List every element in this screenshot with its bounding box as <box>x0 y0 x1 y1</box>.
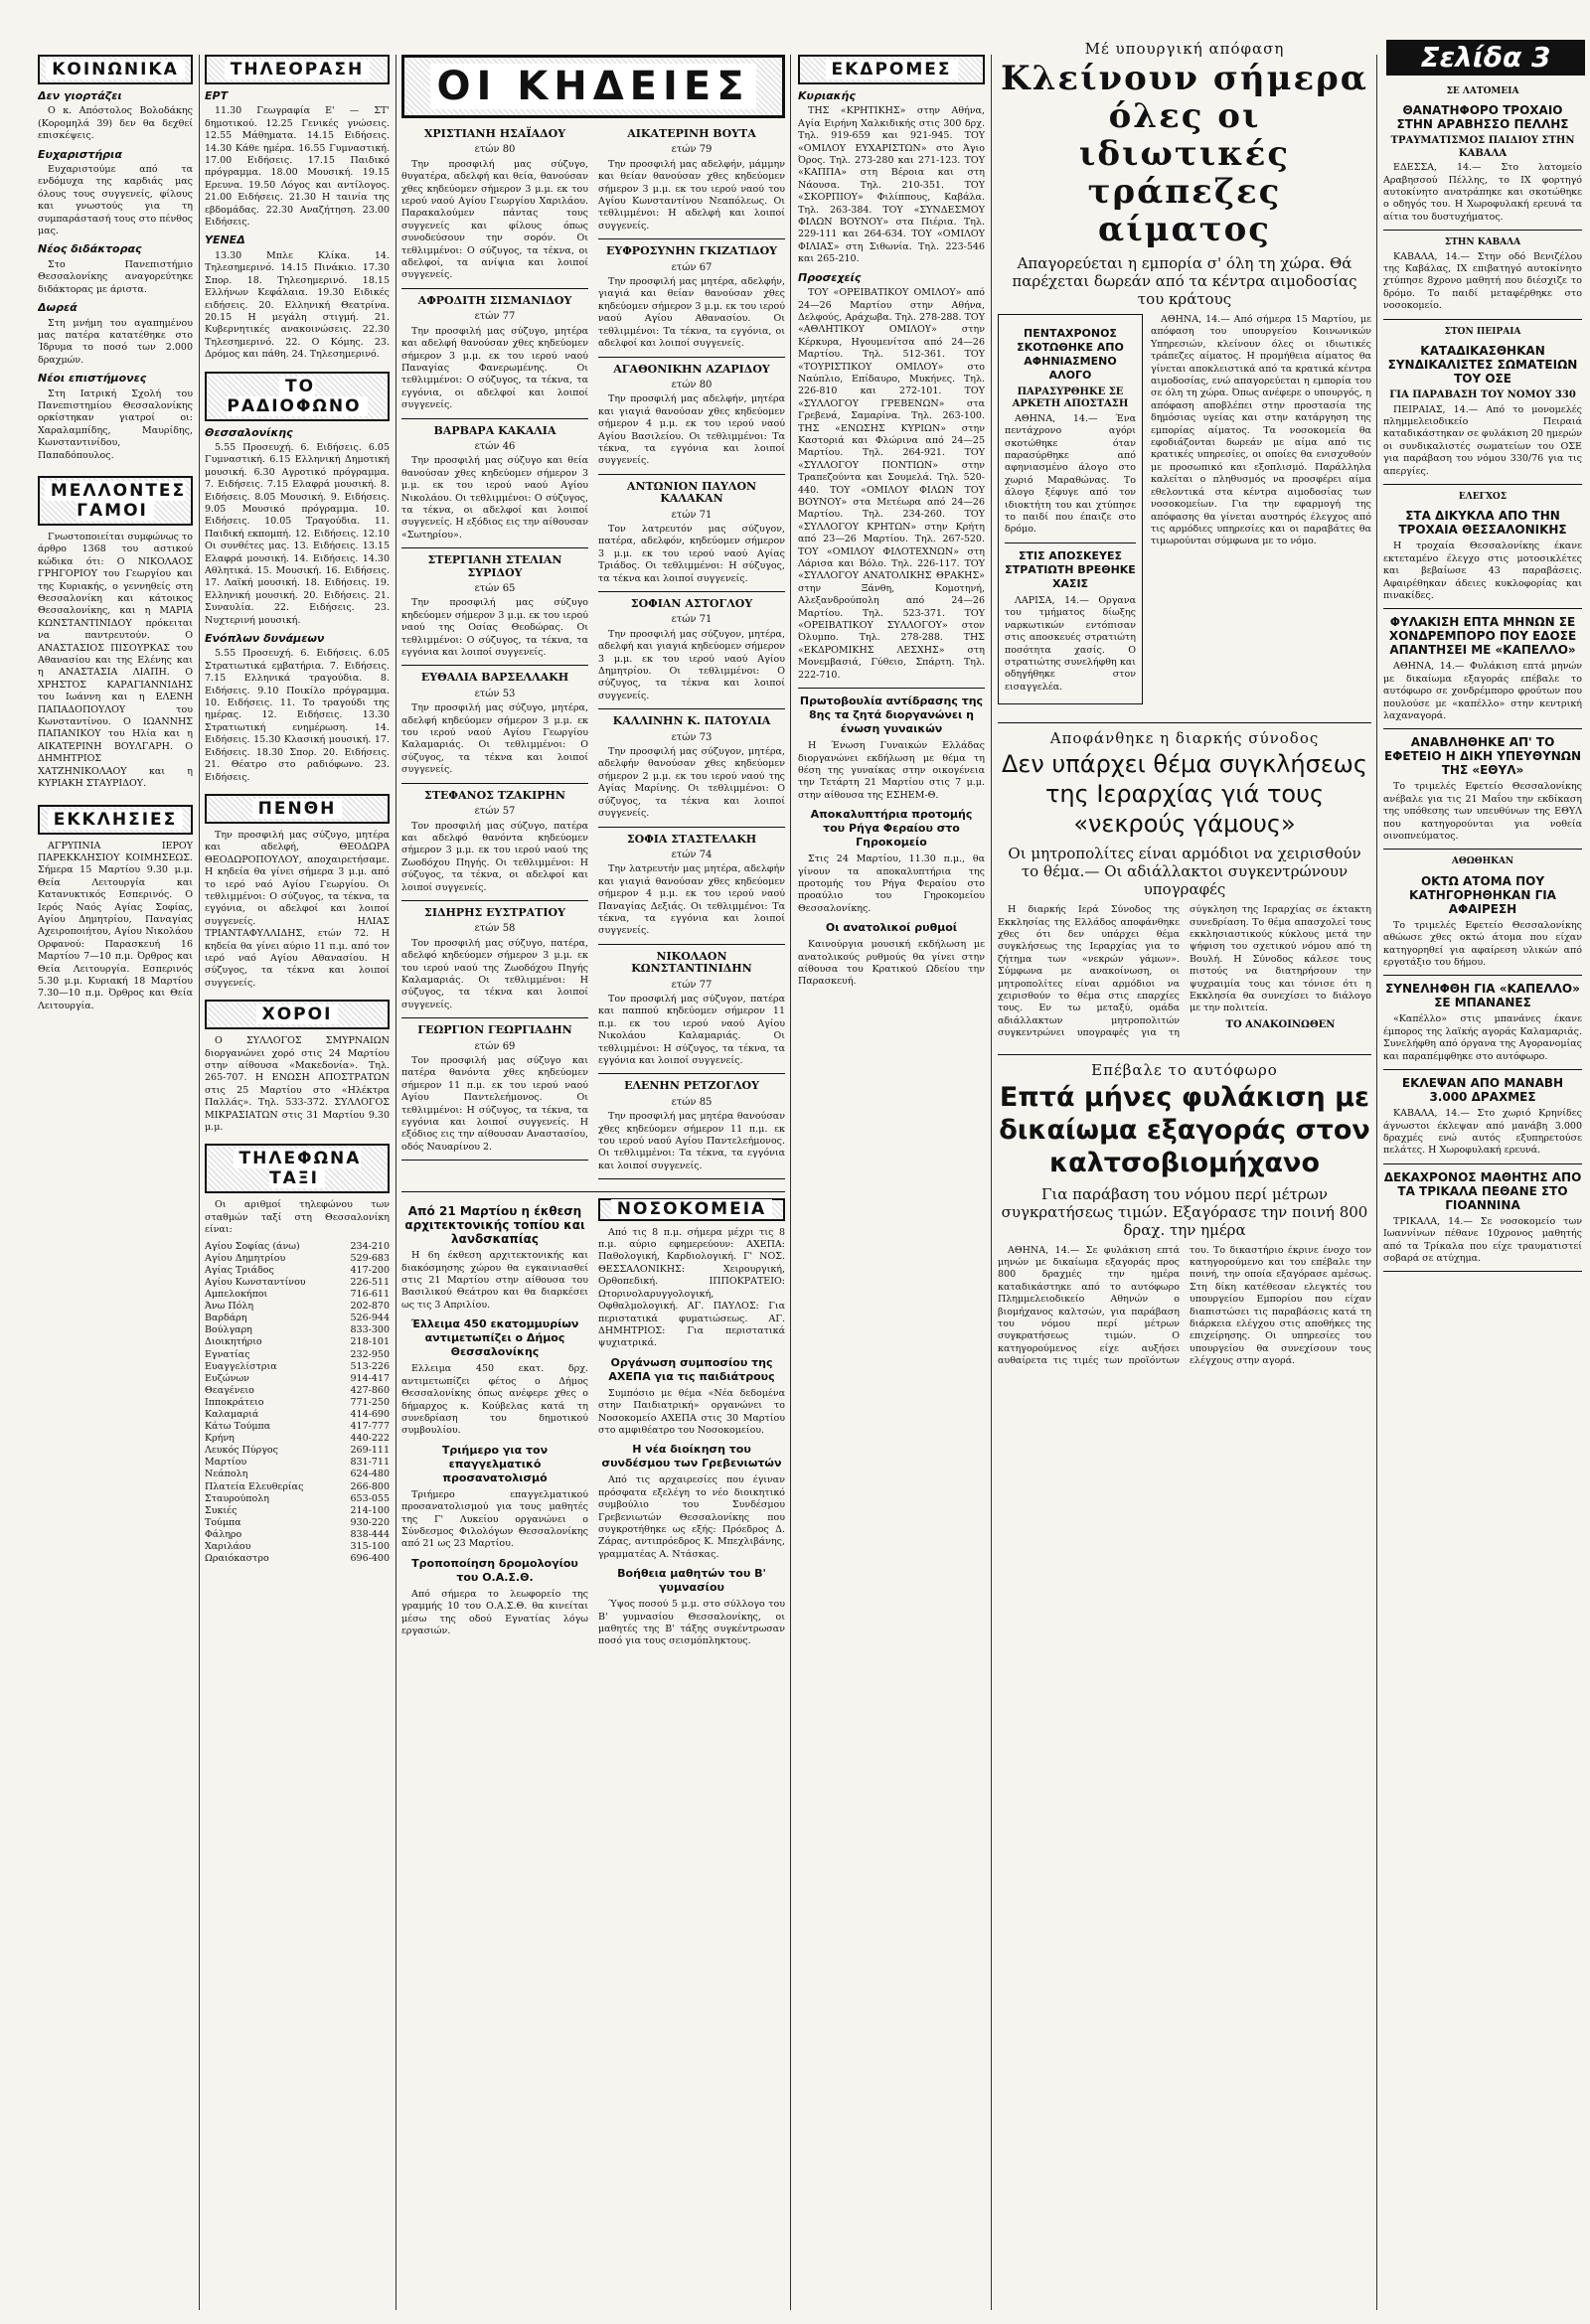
taxi-phone: 417-777 <box>350 1421 390 1433</box>
headline: Δεν υπάρχει θέμα συγκλήσεως της Ιεραρχίας γιά τους «νεκρούς γάμους» <box>1001 750 1367 839</box>
brief-title: ΣΥΝΕΛΗΦΘΗ ΓΙΑ «ΚΑΠΕΛΛΟ» ΣΕ ΜΠΑΝΑΝΕΣ <box>1385 982 1580 1010</box>
subhead: ΕΡΤ <box>205 89 229 102</box>
funeral-text: Την προσφιλή μας σύζυγο κηδεύομεν σήμερον 3 μ.μ. εκ του ιερού ναού της Οσίας Θεοδώρας. Οι τεθλιμμένοι: Ο σύζυγος, τα τέκνα, τα εγγόνια και λοιποί συγγενείς. <box>401 597 588 659</box>
taxi-station: Λευκός Πύργος <box>205 1445 278 1457</box>
taxi-row <box>205 1493 390 1505</box>
taxi-row <box>205 1421 390 1433</box>
funeral-text: Την προσφιλή μας μητέρα θανούσαν χθες κηδεύομεν σήμερον 11 π.μ. εκ του ιερού ναού Αγίου Παντελεήμονος. Οι τεθλιμμένοι: Τα τέκνα, τα εγγόνια και λοιποί συγγενείς. <box>598 1111 785 1171</box>
taxi-phone: 232-950 <box>350 1348 390 1360</box>
section-header-funerals: ΟΙ ΚΗΔΕΙΕΣ <box>401 55 785 118</box>
taxi-phone: 833-300 <box>350 1324 390 1336</box>
divider <box>401 418 588 419</box>
brief-title: ΕΚΛΕΨΑΝ ΑΠΟ ΜΑΝΑΒΗ 3.000 ΔΡΑΧΜΕΣ <box>1401 1076 1564 1105</box>
taxi-phone: 838-444 <box>350 1528 390 1540</box>
brief-title: ΔΕΚΑΧΡΟΝΟΣ ΜΑΘΗΤΗΣ ΑΠΟ ΤΑ ΤΡΙΚΑΛΑ ΠΕΘΑΝΕ ΣΤΟ ΓΙΟΑΝΝΙΝΑ <box>1383 1169 1582 1212</box>
paragraph: Ο κ. Απόστολος Βολοδάκης (Κορομηλά 39) δεν θα δεχθεί επισκέψεις. <box>38 105 193 142</box>
taxi-station: Ιπποκράτειο <box>205 1396 264 1408</box>
paragraph: Από τις αρχαιρεσίες που έγιναν πρόσφατα εξελέγη το νέο διοικητικό συμβούλιο του Συνδέσμου Γρεβενιωτών Θεσσαλονίκης που συγκροτήθηκε ως εξής: Πρόεδρος Δ. Ζάρας, αντιπρόεδρος Κ. Μπεχλιβάνης, γραμματέας Α. Ντάσκας. <box>598 1474 785 1560</box>
box-title: ΠΕΝΤΑΧΡΟΝΟΣ ΣΚΟΤΩΘΗΚΕ ΑΠΟ ΑΦΗΝΙΑΣΜΕΝΟ ΑΛΟΓΟ <box>1017 327 1124 382</box>
article-title: Τριήμερο για τον επαγγελματικό προσανατολισμό <box>441 1443 549 1484</box>
funeral-text: Την προσφιλή μας σύζυγο, μητέρα και αδελφή θανούσαν χθες κηδεύομεν σήμερον 3 μ.μ. εκ του ιερού ναού Παναγίας Φανερωμένης. Οι τεθλιμμένοι: Ο σύζυγος, τα τέκνα, τα εγγόνια, οι αδελφοί και λοιποί συγγενείς. <box>401 325 588 411</box>
funeral-notices-left <box>401 124 588 1185</box>
paragraph: Τριήμερο επαγγελματικού προσανατολισμού για τους μαθητές της Γ' Λυκείου οργανώνει ο Σύνδεσμος Φιλολόγων Θεσσαλονίκης από 21 ως 23 Μαρτίου. <box>401 1488 588 1550</box>
taxi-row <box>205 1397 390 1409</box>
brief-item <box>1383 982 1582 1070</box>
funeral-text: Την προσφιλή μας σύζυγο, θυγατέρα, αδελφή και θεία, θανούσαν χθες κηδεύομεν σήμερον 3 μ.μ. εκ του ιερού ναού Αγίου Γεωργίου Χαριλάου. Παρακαλούμεν πάντας τους συγγενείς και φίλους όπως συνοδεύσουν την σορόν. Οι τεθλιμμένοι: Ο σύζυγος, τα τέκνα, οι αδελφοί, τα ανίψια και λοιποί συγγενείς. <box>401 158 588 281</box>
paragraph: Από σήμερα το λεωφορείο της γραμμής 10 του Ο.Α.Σ.Θ. θα κινείται μέσω της οδού Εγνατίας λόγω εργασιών. <box>401 1588 588 1636</box>
taxi-station: Αγίου Σοφίας (άνω) <box>205 1240 300 1252</box>
section-header-taxi: ΤΗΛΕΦΩΝΑ ΤΑΞΙ <box>205 1144 390 1193</box>
paragraph: ΑΘΗΝΑ, 14.— Από σήμερα 15 Μαρτίου, με απόφαση του υπουργείου Κοινωνικών Υπηρεσιών, κλείνουν όλες οι ιδιωτικές τράπεζες αίματος. Η προμήθεια αίματος θα γίνεται αποκλειστικά από τα κρατικά κέντρα αιμοδοσίας, ενώ απαγορεύεται η εμπορία του σε όλη τη χώρα. Όπως ανέφερε ο υπουργός, η απόφαση αποβλέπει στην προστασία της δημόσιας υγείας και στην κατάργηση της εμπορίας αίματος. Τα νοσοκομεία θα εφοδιάζονται δωρεάν με αίμα από τις κρατικές υπηρεσίες, οι οποίες θα ενισχυθούν με προσωπικό και εξοπλισμό. Παράλληλα καλείται ο πληθυσμός να προσφέρει αίμα εθελοντικά στα κέντρα αιμοδοσίας των νοσοκομείων. Για την εφαρμογή της απόφασης θα γίνεται αυστηρός έλεγχος από τις αρμόδιες υπηρεσίες και οι παραβάτες θα τιμωρούνται σύμφωνα με το νόμο. <box>1151 314 1371 547</box>
funeral-age: ετών 74 <box>671 849 713 860</box>
brief-item <box>1383 855 1582 976</box>
box-subtitle: ΠΑΡΑΣΥΡΘΗΚΕ ΣΕ ΑΡΚΕΤΗ ΑΠΟΣΤΑΣΗ <box>1012 387 1129 410</box>
article-title: Η νέα διοίκηση του συνδέσμου των Γρεβενιωτών <box>601 1443 782 1471</box>
taxi-phone: 771-250 <box>350 1396 390 1408</box>
funeral-age: ετών 69 <box>474 1040 516 1052</box>
taxi-station: Αγίας Τριάδος <box>205 1264 274 1276</box>
column-divider <box>396 55 397 2310</box>
paragraph: ΤΗΣ «ΚΡΗΤΙΚΗΣ» στην Αθήνα, Αγία Ειρήνη Χαλκιδικής στις 300 δρχ. Τηλ. 919-659 και 921-945. ΤΟΥ «ΟΜΙΛΟΥ ΕΥΧΑΡΙΣΤΩΝ» στο Άγιο Όρος. Τηλ. 273-280 και 271-123. ΤΟΥ «ΚΑΠΠΑ» στη Βέροια και στη Νάουσα. Τηλ. 210-351. ΤΟΥ «ΣΚΟΡΠΙΟΥ» Φιλίππους, Καβάλα. Τηλ. 263-384. ΤΟΥ «ΣΥΝΔΕΣΜΟΥ ΦΙΛΩΝ ΒΟΥΝΟΥ» στα Πιέρια. Τηλ. 229-111 και 264-634. ΤΟΥ «ΟΜΙΛΟΥ ΦΙΛΙΑΣ» στη Σιθωνία. Τηλ. 223-546 και 265-210. <box>798 105 985 265</box>
taxi-phone: 315-100 <box>350 1541 390 1552</box>
funeral-name: ΒΑΡΒΑΡΑ ΚΑΚΑΛΙΑ <box>433 423 556 437</box>
funeral-notices-right <box>598 124 785 1185</box>
taxi-phone: 930-220 <box>350 1516 390 1528</box>
paragraph: Γνωστοποιείται συμφώνως το άρθρο 1368 του αστικού κώδικα ότι: Ο ΝΙΚΟΛΑΟΣ ΓΡΗΓΟΡΙΟΥ του Γεωργίου και της Κυριακής, ο γεννηθείς στη Θεσσαλονίκη και κάτοικος Θεσσαλονίκης, και η ΜΑΡΙΑ ΚΩΝΣΤΑΝΤΙΝΙΔΟΥ πρόκειται να παντρευτούν. Ο ΑΝΑΣΤΑΣΙΟΣ ΠΙΣΟΥΡΚΑΣ του Αθανασίου και της Ελένης και η ΑΝΑΣΤΑΣΙΑ ΛΙΑΠΗ. Ο ΧΡΗΣΤΟΣ ΚΑΡΑΓΙΑΝΝΙΔΗΣ του Ιωάννη και η ΕΛΕΝΗ ΠΑΠΑΔΟΠΟΥΛΟΥ του Κωνσταντίνου. Ο ΙΩΑΝΝΗΣ ΠΑΠΑΝΙΚΟΥ του Ηλία και η ΑΙΚΑΤΕΡΙΝΗ ΒΟΥΛΓΑΡΗ. Ο ΔΗΜΗΤΡΙΟΣ ΧΑΤΖΗΝΙΚΟΛΑΟΥ και η ΚΥΡΙΑΚΗ ΣΤΑΥΡΙΔΟΥ. <box>38 531 193 790</box>
brief-item <box>1383 735 1582 850</box>
column-divider <box>790 55 791 2310</box>
article-title: Οργάνωση συμποσίου της ΑΧΕΠΑ για τις παιδιάτρους <box>608 1355 775 1383</box>
page-number: Σελίδα 3 <box>1386 40 1585 76</box>
section-header-dances: ΧΟΡΟΙ <box>205 1000 390 1029</box>
funeral-name: ΝΙΚΟΛΑΟΝ ΚΩΝΣΤΑΝΤΙΝΙΔΗΝ <box>631 949 752 976</box>
deck: Για παράβαση του νόμου περί μέτρων συγκρατήσεως τιμών. Εξαγόρασε την ποινή 800 δραχ. την ημέρα <box>1001 1184 1368 1239</box>
taxi-row <box>205 1301 390 1313</box>
taxi-row <box>205 1385 390 1397</box>
divider <box>598 827 785 828</box>
divider <box>1383 608 1582 609</box>
brief-text: ΑΘΗΝΑ, 14.— Φυλάκιση επτά μηνών με δικαίωμα εξαγοράς επέβαλε το αυτόφωρο σε χονδρέμπορο φρούτων που πουλούσε με «καπέλλο» στην κεντρική λαχαναγορά. <box>1383 661 1582 721</box>
funeral-name: ΕΥΘΑΛΙΑ ΒΑΡΣΕΛΛΑΚΗ <box>420 671 569 685</box>
brief-text: ΤΡΙΚΑΛΑ, 14.— Σε νοσοκομείο των Ιωαννίνων πέθανε 10χρονος μαθητής από τα Τρίκαλα που είχε τραυματιστεί σοβαρά σε ατύχημα. <box>1383 1215 1582 1264</box>
taxi-row <box>205 1553 390 1565</box>
section-header-mourning: ΠΕΝΘΗ <box>205 794 390 824</box>
funeral-text: Την προσφιλή μας σύζυγο και θεία θανούσαν χθες κηδεύομεν σήμερον 3 μ.μ. εκ του ιερού ναού Αγίου Νικολάου. Οι τεθλιμμένοι: Ο σύζυγος, τα τέκνα, οι αδελφοί και λοιποί συγγενείς. Η εξόδιος εις την αίθουσαν «Σωτηρίου». <box>401 455 588 541</box>
taxi-phone: 417-200 <box>350 1264 390 1276</box>
taxi-row <box>205 1313 390 1324</box>
taxi-station: Θεαγένειο <box>205 1384 254 1396</box>
brief-item <box>1383 85 1582 231</box>
paragraph: Η Ένωση Γυναικών Ελλάδας διοργανώνει εκδήλωση με θέμα τη θέση της γυναίκας στην οικογένεια την Τετάρτη 21 Μαρτίου στις 7 μ.μ. στην αίθουσα της ΕΣΗΕΜ-Θ. <box>798 740 985 801</box>
taxi-row <box>205 1457 390 1469</box>
taxi-row <box>205 1349 390 1361</box>
brief-title: ΦΥΛΑΚΙΣΗ ΕΠΤΑ ΜΗΝΩΝ ΣΕ ΧΟΝΔΡΕΜΠΟΡΟ ΠΟΥ ΕΔΟΣΕ ΑΠΑΝΤΗΣΕΙ ΜΕ «ΚΑΠΕΛΛΟ» <box>1388 615 1577 658</box>
taxi-phone: 427-860 <box>350 1384 390 1396</box>
section-header-tv: ΤΗΛΕΟΡΑΣΗ <box>205 55 390 84</box>
taxi-station: Άνω Πόλη <box>205 1301 254 1313</box>
divider <box>401 1160 588 1161</box>
box-title: ΣΤΙΣ ΑΠΟΣΚΕΥΕΣ ΣΤΡΑΤΙΩΤΗ ΒΡΕΘΗΚΕ ΧΑΣΙΣ <box>1005 548 1136 590</box>
section-header-hospitals: ΝΟΣΟΚΟΜΕΙΑ <box>598 1198 785 1220</box>
divider <box>598 357 785 358</box>
paragraph: 11.30 Γεωγραφία Ε' — ΣΤ' δημοτικού. 12.25 Γενικές γνώσεις. 12.55 Μάθηματα. 14.15 Ειδήσεις. 14.30 Κάθε ημέρα. 16.55 Γυμναστική. 17.00 Ειδήσεις. 17.15 Παιδικό πρόγραμμα. 18.00 Μουσική. 19.15 Ερευνα. 19.50 Λόγος και αντίλογος. 21.00 Ειδήσεις. 21.30 Η ταινία της εβδομάδας. 22.30 Αναζήτηση. 23.00 Ειδήσεις. <box>205 105 390 229</box>
taxi-phone: 716-611 <box>350 1289 390 1301</box>
divider <box>598 708 785 709</box>
brief-item <box>1383 491 1582 609</box>
divider <box>598 474 785 475</box>
brief-item <box>1383 236 1582 319</box>
funeral-text: Την προσφιλή μας σύζυγον, μητέρα, αδελφή και γιαγιά κηδεύομεν σήμερον 3 μ.μ. εκ του ιερού ναού Αγίου Δημητρίου. Οι τεθλιμμένοι: Ο σύζυγος, τα τέκνα και λοιποί συγγενείς. <box>598 628 785 701</box>
funeral-name: ΣΟΦΙΑΝ ΑΣΤΟΓΛΟΥ <box>630 597 753 610</box>
paragraph: Ύψος ποσού 5 μ.μ. στο σύλλογο του Β' γυμνασίου Θεσσαλονίκης, οι μαθητές της Β' τάξης συγκέντρωσαν ποσό για τους σεισμόπληκτους. <box>598 1599 785 1647</box>
brief-text: ΕΔΕΣΣΑ, 14.— Στο λατομείο Αραβησσού Πέλλης, το ΙΧ φορτηγό αυτοκίνητο ανατράπηκε και σκοτώθηκε ο οδηγός του. Η Χωροφυλακή ερευνά τα αίτια του δυστυχήματος. <box>1383 162 1582 223</box>
taxi-row <box>205 1445 390 1457</box>
funeral-age: ετών 80 <box>474 144 516 156</box>
taxi-station: Συκιές <box>205 1504 238 1516</box>
headline: Επτά μήνες φυλάκιση με δικαίωμα εξαγοράς στον καλτσοβιομήχανο <box>999 1081 1370 1178</box>
taxi-phone: 440-222 <box>350 1433 390 1445</box>
taxi-station: Διοικητήριο <box>205 1336 262 1348</box>
paragraph: Ελλειμα 450 εκατ. δρχ. αντιμετωπίζει φέτος ο Δήμος Θεσσαλονίκης όπως ανέφερε χθες ο δήμαρχος κ. Κούβελας κατά τη συνεδρίαση του δημοτικού συμβουλίου. <box>401 1363 588 1437</box>
funeral-text: Την προσφιλή μας σύζυγον, μητέρα, αδελφήν θανούσαν χθες κηδεύομεν σήμερον 2 μ.μ. εκ του ιερού ναού της Αγίας Μαρίνης. Οι τεθλιμμένοι: Ο σύζυγος, τα τέκνα και λοιποί συγγενείς. <box>598 746 785 820</box>
paragraph: Καινούργια μουσική εκδήλωση με ανατολικούς ρυθμούς θα γίνει στην αίθουσα του Κρατικού Ωδείου την Παρασκευή. <box>798 939 985 988</box>
funeral-age: ετών 73 <box>671 731 713 743</box>
divider <box>598 591 785 592</box>
paragraph: Στις 24 Μαρτίου, 11.30 π.μ., θα γίνουν τα αποκαλυπτήρια της προτομής του Ρήγα Φεραίου στο προαύλιο του Γηροκομείου Θεσσαλονίκης. <box>798 853 985 914</box>
taxi-phone: 269-111 <box>350 1445 390 1457</box>
taxi-phone: 414-690 <box>350 1408 390 1420</box>
divider <box>598 944 785 945</box>
funeral-age: ετών 53 <box>474 688 516 699</box>
headline: Κλείνουν σήμερα όλες οι ιδιωτικές τράπεζες αίματος <box>1001 59 1368 249</box>
funeral-age: ετών 65 <box>474 583 516 594</box>
kicker: Αποφάνθηκε η διαρκής σύνοδος <box>1049 729 1320 748</box>
funeral-text: Την προσφιλή μας αδελφήν, μάμμην και θείαν θανούσαν χθες κηδεύομεν σήμερον 3 μ.μ. εκ του ιερού ναού του Αγίου Κωνσταντίνου Νεαπόλεως. Οι τεθλιμμένοι: Η αδελφή και λοιποί συγγενείς. <box>598 158 785 232</box>
divider <box>401 900 588 901</box>
taxi-station: Σταυρούπολη <box>205 1492 269 1504</box>
taxi-station: Χαριλάου <box>205 1541 251 1552</box>
brief-item <box>1383 326 1582 485</box>
paragraph: Στο Πανεπιστήμιο Θεσσαλονίκης αναγορεύτηκε διδάκτορας με άριστα. <box>38 258 193 295</box>
column-divider <box>199 55 200 2310</box>
section-header-churches: ΕΚΚΛΗΣΙΕΣ <box>38 805 193 835</box>
divider <box>401 1017 588 1018</box>
funeral-text: Την προσφιλή μας αδελφήν, μητέρα και γιαγιά θανούσαν χθες κηδεύομεν σήμερον 4 μ.μ. εκ του ιερού ναού Αγίου Βασιλείου. Οι τεθλιμμένοι: Τα τέκνα, τα εγγόνια και λοιποί συγγενείς. <box>598 393 785 467</box>
funeral-name: ΑΓΑΘΟΝΙΚΗΝ ΑΖΑΡΙΔΟΥ <box>613 362 770 376</box>
funeral-age: ετών 71 <box>671 614 713 626</box>
funeral-text: Τον προσφιλή μας σύζυγο και πατέρα θανόντα χθες κηδεύομεν σήμερον 11 π.μ. εκ του ιερού ναού Αγίου Παντελεήμονος. Οι τεθλιμμένοι: Η σύζυγος, τα τέκνα, τα εγγόνια και λοιποί συγγενείς. Η εξόδιος εις την αίθουσαν Αναστασίου, οδός Ναυαρίνου 2. <box>401 1055 588 1153</box>
taxi-station: Εγνατίας <box>205 1348 250 1360</box>
divider <box>1383 728 1582 729</box>
funeral-age: ετών 67 <box>671 261 713 273</box>
paragraph: 5.55 Προσευχή. 6. Ειδήσεις. 6.05 Στρατιωτικά εμβατήρια. 7. Ειδήσεις. 7.15 Ελληνικά τραγούδια. 8. Ειδήσεις. 9.10 Ποικίλο πρόγραμμα. 10. Ειδήσεις. 11. Το τραγούδι της ημέρας. 12. Ειδήσεις. 13.30 Στρατιωτική ενημέρωση. 14. Ειδήσεις. 15.30 Κλασική μουσική. 17. Ειδήσεις. 18.30 Σπορ. 20. Ειδήσεις. 21. Θέατρο στο ραδιόφωνο. 23. Ειδήσεις. <box>205 648 390 783</box>
brief-kicker: ΕΛΕΓΧΟΣ <box>1458 491 1508 502</box>
funeral-name: ΚΑΛΛΙΝΗΝ Κ. ΠΑΤΟΥΛΙΑ <box>612 714 771 728</box>
taxi-station: Βούλγαρη <box>205 1324 252 1336</box>
funeral-name: ΣΤΕΡΓΙΑΝΗ ΣΤΕΛΙΑΝ ΣΥΡΙΔΟΥ <box>427 553 562 579</box>
subhead: ΥΕΝΕΔ <box>205 233 245 247</box>
taxi-station: Βαρδάρη <box>205 1313 247 1324</box>
funeral-text: Την προσφιλή μας μητέρα, αδελφήν, γιαγιά και θείαν θανούσαν χθες κηδεύομεν σήμερον 3 μ.μ. εκ του ιερού ναού Αγίου Αθανασίου. Οι τεθλιμμένοι: Τα τέκνα, τα εγγόνια, οι αδελφοί και λοιποί συγγενείς. <box>598 276 785 350</box>
paragraph: 13.30 Μπλε Κλίκα. 14. Τηλεσημερινό. 14.15 Πινάκιο. 17.30 Σπορ. 18. Τηλεσημερινό. 18.15 Ελλήνων Κεφάλαια. 19.30 Ειδικές ειδήσεις. 20. Ελληνική Θεατρίνα. 20.15 Η μεγάλη στιγμή. 21. Κυβερνητικές ανακοινώσεις. 22.30 Τηλεσημερινό. 22. Ο Κόμης. 23. Δρόμος και πάθη. 24. Τηλεσημερινό. <box>205 249 390 361</box>
paragraph: Συμπόσιο με θέμα «Νέα δεδομένα στην Παιδιατρική» οργανώνει το Νοσοκομείο ΑΧΕΠΑ στις 30 Μαρτίου στο αμφιθέατρο του Νοσοκομείου. <box>598 1387 785 1436</box>
paragraph: Η διαρκής Ιερά Σύνοδος της Εκκλησίας της Ελλάδος αποφάνθηκε χθες ότι δεν υπάρχει θέμα συγκλήσεως της Ιεραρχίας για το ζήτημα των «νεκρών γάμων». Σύμφωνα με ανακοίνωση, οι μητροπολίτες είναι αρμόδιοι να χειρισθούν το θέμα στις επαρχίες τους. Εν τω μεταξύ, ομάδα αδιάλλακτων μητροπολιτών συγκεντρώνει υπογραφές για τη σύγκληση της Ιεραρχίας σε έκτακτη συνεδρίαση. Το θέμα απασχολεί τους εκκλησιαστικούς κύκλους μετά την ψήφιση του σχετικού νόμου από τη Βουλή. Η Σύνοδος κάλεσε τους πιστούς να διατηρήσουν την ψυχραιμία τους και τόνισε ότι η Εκκλησία θα συνεχίσει το διάλογο με την πολιτεία. <box>998 904 1371 1039</box>
article-title: Οι ανατολικοί ρυθμοί <box>825 921 958 935</box>
taxi-row <box>205 1409 390 1421</box>
funeral-name: ΕΥΦΡΟΣΥΝΗΝ ΓΚΙΖΑΤΙΔΟΥ <box>605 244 777 258</box>
paragraph: Ευχαριστούμε από τα ενδόμυχα της καρδιάς μας όλους τους συγγενείς, φίλους και γνωστούς για τη συμπαράστασή τους στο πένθος μας. <box>38 164 193 237</box>
taxi-phone: 266-800 <box>350 1480 390 1492</box>
funeral-text: Τον λατρευτόν μας σύζυγον, πατέρα, αδελφόν, κηδεύομεν σήμερον 3 μ.μ. εκ του ιερού ναού Αγίας Τριάδος. Οι τεθλιμμένοι: Η σύζυγος, τα τέκνα και λοιποί συγγενείς. <box>598 523 785 584</box>
taxi-station: Μαρτίου <box>205 1457 247 1469</box>
funeral-name: ΑΦΡΟΔΙΤΗ ΣΙΣΜΑΝΙΔΟΥ <box>417 293 572 307</box>
funeral-name: ΣΙΔΗΡΗΣ ΕΥΣΤΡΑΤΙΟΥ <box>424 905 565 919</box>
divider <box>401 288 588 289</box>
funeral-text: Τον προσφιλή μας σύζυγο, πατέρα, αδελφό κηδεύομεν σήμερον 3 μ.μ. εκ του ιερού ναού της Ζωοδόχου Πηγής Καλαμαριάς. Οι τεθλιμμένοι: Η σύζυγος, τα τέκνα και λοιποί συγγενείς. <box>401 937 588 1010</box>
brief-text: Το τριμελές Εφετείο Θεσσαλονίκης αθώωσε χθες οκτώ άτομα που είχαν κατηγορηθεί για αφαίρεση υλικών από εργοτάξιο του δήμου. <box>1383 919 1582 969</box>
column-divider <box>1376 55 1377 2310</box>
paragraph: ΑΘΗΝΑ, 14.— Σε φυλάκιση επτά μηνών με δικαίωμα εξαγοράς προς 800 δραχμές την ημέρα καταδικάστηκε από το αυτόφωρο Πλημμελειοδικείο Αθηνών ο βιομήχανος καλτσών, για παράβαση του νόμου περί μέτρων συγκρατήσεως τιμών. Ο κατηγορούμενος είχε αυξήσει αυθαίρετα τις τιμές των προϊόντων του. Το δικαστήριο έκρινε ένοχο τον κατηγορούμενο και του επέβαλε την ποινή, την οποία εξαγόρασε αμέσως. Στη δίκη κατέθεσαν ελεγκτές του υπουργείου Εμπορίου που είχαν διαπιστώσει τις παραβάσεις κατά τη διάρκεια ελέγχου στις αποθήκες της επιχείρησης. Οι υπηρεσίες του υπουργείου θα συνεχίσουν τους ελέγχους στην αγορά. <box>998 1244 1371 1367</box>
brief-subtitle: ΤΡΑΥΜΑΤΙΣΜΟΣ ΠΑΙΔΙΟΥ ΣΤΗΝ ΚΑΒΑΛΑ <box>1390 135 1575 159</box>
article-title: Έλλειμα 450 εκατομμυρίων αντιμετωπίζει ο Δήμος Θεσσαλονίκης <box>410 1317 579 1359</box>
taxi-station: Ωραιόκαστρο <box>205 1553 269 1565</box>
divider <box>401 783 588 784</box>
funeral-name: ΣΟΦΙΑ ΣΤΑΣΤΕΛΑΚΗ <box>626 832 757 846</box>
funeral-name: ΓΕΩΡΓΙΟΝ ΓΕΩΡΓΙΑΔΗΝ <box>417 1023 572 1037</box>
section-header-weddings: ΜΕΛΛΟΝΤΕΣ ΓΑΜΟΙ <box>38 476 193 526</box>
paragraph: ΑΘΗΝΑ, 14.— Ένα πεντάχρονο αγόρι σκοτώθηκε όταν παρασύρθηκε από αφηνιασμένο άλογο στο χωριό Μαραθώνας. Το άλογο ξέφυγε από τον ιδιοκτήτη του και χτύπησε το παιδί που έπαιζε στο δρόμο. <box>1005 412 1136 536</box>
section-header-excursions: ΕΚΔΡΟΜΕΣ <box>798 55 985 84</box>
funeral-text: Τον προσφιλή μας σύζυγον, πατέρα και παππού κηδεύομεν σήμερον 11 π.μ. εκ του ιερού ναού Αγίου Νικολάου Καλαμαριάς. Οι τεθλιμμένοι: Η σύζυγος, τα τέκνα, τα εγγόνια και λοιποί συγγενείς. <box>598 993 785 1066</box>
subhead: Δωρεά <box>38 301 78 315</box>
column-tv-radio <box>205 55 390 2300</box>
divider <box>598 238 785 239</box>
funeral-name: ΑΙΚΑΤΕΡΙΝΗ ΒΟΥΤΑ <box>627 127 756 140</box>
taxi-phone: 914-417 <box>350 1372 390 1384</box>
column-excursions <box>798 55 985 2300</box>
brief-title: ΘΑΝΑΤΗΦΟΡΟ ΤΡΟΧΑΙΟ ΣΤΗΝ ΑΡΑΒΗΣΣΟ ΠΕΛΛΗΣ <box>1396 103 1569 132</box>
divider <box>401 547 588 548</box>
taxi-phone: 624-480 <box>350 1469 390 1480</box>
paragraph: Στη μνήμη του αγαπημένου μας πατέρα κατατέθηκε στο Ίδρυμα το ποσό των 2.000 δραχμών. <box>38 317 193 366</box>
funeral-age: ετών 77 <box>474 311 516 323</box>
brief-text: ΚΑΒΑΛΑ, 14.— Στο χωριό Κρηνίδες άγνωστοι έκλεψαν από μανάβη 3.000 δραχμές ενώ αυτός εξυπηρετούσε πελάτες. Η Χωροφυλακή ερευνά. <box>1383 1108 1582 1157</box>
taxi-row <box>205 1481 390 1493</box>
divider <box>1383 230 1582 231</box>
funeral-name: ΕΛΕΝΗΝ ΡΕΤΖΟΓΛΟΥ <box>624 1079 759 1093</box>
taxi-row <box>205 1324 390 1336</box>
subhead: Κυριακής <box>798 89 856 102</box>
divider <box>1383 849 1582 850</box>
column-funerals <box>401 55 785 2300</box>
brief-kicker: ΣΤΗΝ ΚΑΒΑΛΑ <box>1444 237 1521 248</box>
taxi-station: Αμπελοκήποι <box>205 1289 268 1301</box>
column-main-news <box>998 40 1371 2285</box>
taxi-row <box>205 1529 390 1541</box>
taxi-phone: 202-870 <box>350 1301 390 1313</box>
taxi-phone: 653-055 <box>350 1492 390 1504</box>
funeral-name: ΑΝΤΩΝΙΟΝ ΠΑΥΛΟΝ ΚΑΛΑΚΑΝ <box>626 479 757 506</box>
taxi-row <box>205 1433 390 1445</box>
taxi-row <box>205 1336 390 1348</box>
section-header-social: ΚΟΙΝΩΝΙΚΑ <box>38 55 193 84</box>
funeral-age: ετών 71 <box>671 509 713 521</box>
brief-text: Το τριμελές Εφετείο Θεσσαλονίκης ανέβαλε για τις 21 Μαΐου την εκδίκαση της υπόθεσης των υπευθύνων της ΕΘΥΛ που κατηγορούνται για νοθεία οινοπνεύματος. <box>1383 781 1582 843</box>
divider <box>598 1178 785 1179</box>
funeral-text: Την λατρευτήν μας μητέρα, αδελφήν και γιαγιά θανούσαν χθες κηδεύομεν σήμερον 4 μ.μ. εκ του ιερού ναού Παναγίας Δεξιάς. Οι τεθλιμμένοι: Τα τέκνα, τα εγγόνια και λοιποί συγγενείς. <box>598 863 785 937</box>
taxi-row <box>205 1541 390 1553</box>
funeral-age: ετών 58 <box>474 923 516 935</box>
taxi-row <box>205 1289 390 1301</box>
taxi-row <box>205 1517 390 1529</box>
paragraph: ΤΟΥ «ΟΡΕΙΒΑΤΙΚΟΥ ΟΜΙΛΟΥ» από 24—26 Μαρτίου στην Αθήνα, Δελφούς, Αράχωβα. Τηλ. 278-288. ΤΟΥ «ΑΘΛΗΤΙΚΟΥ ΟΜΙΛΟΥ» στην Κέρκυρα, Ηγουμενίτσα από 24—26 Μαρτίου. Τηλ. 512-361. ΤΟΥ «ΤΟΥΡΙΣΤΙΚΟΥ ΟΜΙΛΟΥ» στο Ναύπλιο, Επίδαυρο, Μυκήνες. Τηλ. 226-810 και 272-101. ΤΟΥ «ΣΥΛΛΟΓΟΥ ΓΡΕΒΕΝΩΝ» στα Γρεβενά, Σαμαρίνα. Τηλ. 263-100. ΤΗΣ «ΕΝΩΣΗΣ ΚΥΡΙΩΝ» στην Καστοριά και Φλώρινα από 24—25 Μαρτίου. Τηλ. 264-921. ΤΟΥ «ΣΥΛΛΟΓΟΥ ΠΟΝΤΙΩΝ» στην Τραπεζούντα και Σουμελά. Τηλ. 520-440. ΤΟΥ «ΟΜΙΛΟΥ ΦΙΛΩΝ ΤΟΥ ΒΟΥΝΟΥ» στα Μετέωρα από 24—26 Μαρτίου. Τηλ. 234-260. ΤΟΥ «ΣΥΛΛΟΓΟΥ ΚΡΗΤΩΝ» στην Κρήτη από 23—26 Μαρτίου. Τηλ. 267-520. ΤΟΥ «ΟΜΙΛΟΥ ΦΙΛΟΤΕΧΝΩΝ» στη Λάρισα και Βόλο. Τηλ. 226-117. ΤΟΥ «ΣΥΛΛΟΓΟΥ ΑΝΑΤΟΛΙΚΗΣ ΘΡΑΚΗΣ» στην Ξάνθη, Κομοτηνή, Αλεξανδρούπολη από 24—26 Μαρτίου. Τηλ. 523-371. ΤΟΥ «ΟΡΕΙΒΑΤΙΚΟΥ ΣΥΛΛΟΓΟΥ» στον Όλυμπο. Τηλ. 278-288. ΤΗΣ «ΕΚΔΡΟΜΙΚΗΣ ΛΕΣΧΗΣ» στη Μονεμβασιά, Γύθειο, Σπάρτη. Τηλ. 222-710. <box>798 287 985 681</box>
taxi-station: Ευζώνων <box>205 1372 249 1384</box>
paragraph: 5.55 Προσευχή. 6. Ειδήσεις. 6.05 Γυμναστική. 6.15 Ελληνική Δημοτική μουσική. 6.30 Αγροτικό πρόγραμμα. 7. Ειδήσεις. 7.15 Ελαφρά μουσική. 8. Ειδήσεις. 8.05 Μουσική. 9. Ειδήσεις. 9.05 Μουσικό πρόγραμμα. 10. Ειδήσεις. 10.05 Τραγούδια. 11. Παιδική εκπομπή. 12. Ειδήσεις. 12.10 Οι συνθέτες μας. 13. Ειδήσεις. 13.15 Ελαφρά μουσική. 14. Ειδήσεις. 14.30 Αθλητικά. 15. Μουσική. 16. Ειδήσεις. 17. Λαϊκή μουσική. 18. Ειδήσεις. 19. Ελληνική μουσική. 20. Ειδήσεις. 21. Συναυλία. 22. Ειδήσεις. 23. Νυχτερινή μουσική. <box>205 441 390 626</box>
subhead: Νέος διδάκτορας <box>38 242 142 256</box>
funeral-text: Τον προσφιλή μας σύζυγο, πατέρα και αδελφό θανόντα κηδεύομεν σήμερον 3 μ.μ. εκ του ιερού ναού της Ζωοδόχου Πηγής. Οι τεθλιμμένοι: Η σύζυγος, τα τέκνα, οι αδελφοί και λοιποί συγγενείς. <box>401 820 588 893</box>
article-title: Από 21 Μαρτίου η έκθεση αρχιτεκτονικής τοπίου και λανδσκαπίας <box>404 1204 585 1247</box>
divider <box>1383 1163 1582 1164</box>
funeral-text: Την προσφιλή μας σύζυγο, μητέρα, αδελφή κηδεύομεν σήμερον 3 μ.μ. εκ του ιερού ναού Αγίου Γεωργίου Καλαμαριάς. Οι τεθλιμμένοι: Ο σύζυγος, τα τέκνα και λοιποί συγγενείς. <box>401 702 588 776</box>
taxi-station: Κρήνη <box>205 1433 235 1445</box>
taxi-phone: 214-100 <box>350 1504 390 1516</box>
taxi-row <box>205 1361 390 1373</box>
taxi-station: Καλαμαριά <box>205 1408 259 1420</box>
paragraph: Στη Ιατρική Σχολή του Πανεπιστημίου Θεσσαλονίκης ορκίστηκαν γιατροί οι: Χαραλαμπίδης, Μαυρίδης, Κωνσταντινίδου, Παπαδόπουλος. <box>38 387 193 461</box>
kicker: Επέβαλε το αυτόφωρο <box>1091 1060 1278 1079</box>
taxi-phone: 831-711 <box>350 1457 390 1469</box>
column-briefs <box>1383 81 1582 2307</box>
divider <box>1383 484 1582 485</box>
taxi-station: Ευαγγελίστρια <box>205 1360 277 1372</box>
deck: Οι μητροπολίτες είναι αρμόδιοι να χειρισθούν το θέμα.— Οι αδιάλλακτοι συγκεντρώνουν υπογραφές <box>1008 845 1361 899</box>
taxi-row <box>205 1373 390 1385</box>
taxi-phone-list <box>205 1241 390 1566</box>
article-title: Πρωτοβουλία αντίδρασης της 8ης τα ζητά διοργανώνει η ένωση γυναικών <box>799 695 984 736</box>
funeral-age: ετών 79 <box>671 144 713 156</box>
funeral-name: ΧΡΙΣΤΙΑΝΗ ΗΣΑΪΑΔΟΥ <box>423 127 566 140</box>
divider <box>401 665 588 666</box>
article-title: Τροποποίηση δρομολογίου του Ο.Α.Σ.Θ. <box>411 1556 578 1584</box>
taxi-station: Πλατεία Ελευθερίας <box>205 1480 304 1492</box>
brief-title: ΣΤΑ ΔΙΚΥΚΛΑ ΑΠΟ ΤΗΝ ΤΡΟΧΑΙΑ ΘΕΣΣΑΛΟΝΙΚΗΣ <box>1398 509 1567 538</box>
brief-kicker: ΣΕ ΛΑΤΟΜΕΙΑ <box>1446 86 1519 96</box>
funeral-age: ετών 80 <box>671 379 713 390</box>
divider <box>1383 1271 1582 1272</box>
brief-kicker: ΣΤΟΝ ΠΕΙΡΑΙΑ <box>1444 326 1521 337</box>
taxi-station: Αγίου Δημητρίου <box>205 1252 286 1264</box>
taxi-station: Αγίου Κωνσταντίνου <box>205 1276 306 1288</box>
taxi-row <box>205 1469 390 1480</box>
taxi-row <box>205 1505 390 1517</box>
brief-item <box>1383 615 1582 729</box>
funeral-age: ετών 46 <box>474 440 516 452</box>
taxi-phone: 526-944 <box>350 1313 390 1324</box>
paragraph: Ο ΣΥΛΛΟΓΟΣ ΣΜΥΡΝΑΙΩΝ διοργανώνει χορό στις 24 Μαρτίου στην αίθουσα «Μακεδονία». Τηλ. 265-707. Η ΕΝΩΣΗ ΑΠΟΣΤΡΑΤΩΝ στις 25 Μαρτίου στο «Ηλέκτρα Παλλάς». Τηλ. 533-372. ΣΥΛΛΟΓΟΣ ΜΙΚΡΑΣΙΑΤΩΝ στις 31 Μαρτίου 9.30 μ.μ. <box>205 1035 390 1134</box>
brief-subtitle: ΓΙΑ ΠΑΡΑΒΑΣΗ ΤΟΥ ΝΟΜΟΥ 330 <box>1389 389 1576 401</box>
divider <box>1383 319 1582 320</box>
taxi-row <box>205 1253 390 1265</box>
divider <box>598 1073 785 1074</box>
taxi-station: Τούμπα <box>205 1516 241 1528</box>
taxi-station: Νεάπολη <box>205 1469 248 1480</box>
brief-title: ΟΚΤΩ ΑΤΟΜΑ ΠΟΥ ΚΑΤΗΓΟΡΗΘΗΚΑΝ ΓΙΑ ΑΦΑΙΡΕΣΗ <box>1409 873 1556 916</box>
brief-item <box>1383 1170 1582 1273</box>
deck: Απαγορεύεται η εμπορία σ' όλη τη χώρα. Θά παρέχεται δωρεάν από τα κέντρα αιμοδοσίας του κράτους <box>1012 254 1357 308</box>
taxi-station: Κάτω Τούμπα <box>205 1421 271 1433</box>
funeral-age: ετών 57 <box>474 806 516 818</box>
paragraph: ΑΓΡΥΠΝΙΑ ΙΕΡΟΥ ΠΑΡΕΚΚΛΗΣΙΟΥ ΚΟΙΜΗΣΕΩΣ. Σήμερα 15 Μαρτίου 9.30 μ.μ. Θεία Λειτουργία και Κατανυκτικός Εσπερινός. Ο Ιερός Ναός Αγίας Σοφίας, Αγίου Δημητρίου, Παναγίας Αχειροποιήτου, Αγίου Νικολάου Ορφανού: Παρασκευή 16 Μαρτίου 7—10 π.μ. Όρθρος και Θεία Λειτουργία. Εσπερινός 5.30 μ.μ. Κυριακή 18 Μαρτίου 7.30—10 π.μ. Όρθρος και Θεία Λειτουργία. <box>38 840 193 1011</box>
kicker: Μέ υπουργική απόφαση <box>1084 40 1285 58</box>
subhead: Ενόπλων δυνάμεων <box>205 632 325 646</box>
funeral-age: ετών 85 <box>671 1096 713 1108</box>
taxi-phone: 218-101 <box>350 1336 390 1348</box>
subhead: Θεσσαλονίκης <box>205 425 293 439</box>
taxi-phone: 529-683 <box>350 1252 390 1264</box>
paragraph: Οι αριθμοί τηλεφώνου των σταθμών ταξί στη Θεσσαλονίκη είναι: <box>205 1199 390 1236</box>
taxi-phone: 226-511 <box>350 1276 390 1288</box>
brief-title: ΚΑΤΑΔΙΚΑΣΘΗΚΑΝ ΣΥΝΔΙΚΑΛΙΣΤΕΣ ΣΩΜΑΤΕΙΩΝ ΤΟΥ ΟΣΕ <box>1387 344 1578 387</box>
taxi-phone: 234-210 <box>350 1240 390 1252</box>
subhead: Προσεχείς <box>798 270 862 284</box>
paragraph: Η 6η έκθεση αρχιτεκτονικής και διακόσμησης χώρου θα εγκαινιασθεί στις 21 Μαρτίου στην αίθουσα του Βασιλικού Θεάτρου και θα διαρκέσει ως τις 3 Απριλίου. <box>401 1250 588 1311</box>
brief-text: «Καπέλλο» στις μπανάνες έκανε έμπορος της λαϊκής αγοράς Καλαμαριάς. Συνελήφθη από όργανα της Αγορανομίας και παραπέμφθηκε στο αυτόφωρο. <box>1383 1013 1582 1062</box>
taxi-row <box>205 1265 390 1277</box>
paragraph: Από τις 8 π.μ. σήμερα μέχρι τις 8 π.μ. αύριο εφημερεύουν: ΑΧΕΠΑ: Παθολογική, Καρδιολογική. Γ' ΝΟΣ. ΘΕΣΣΑΛΟΝΙΚΗΣ: Χειρουργική, Ορθοπεδική. ΙΠΠΟΚΡΑΤΕΙΟ: Ωτορινολαρυγγολογική, Οφθαλμολογική. ΑΓ. ΠΑΥΛΟΣ: Για περιστατικά φυματιώσεως. ΑΓ. ΔΗΜΗΤΡΙΟΣ: Για περιστατικά ψυχιατρικά. <box>598 1226 785 1349</box>
funeral-age: ετών 77 <box>671 979 713 991</box>
taxi-row <box>205 1241 390 1253</box>
brief-text: Η τροχαία Θεσσαλονίκης έκανε εκτεταμένο έλεγχο στις μοτοσικλέτες και βεβαίωσε 43 παραβάσεις. Αφαιρέθηκαν άδειες κυκλοφορίας και πινακίδες. <box>1383 541 1582 601</box>
brief-text: ΠΕΙΡΑΙΑΣ, 14.— Από το μονομελές πλημμελειοδικείο Πειραιά καταδικάστηκαν σε φυλάκιση 20 ημερών οι συνδικαλιστές σωματείων του ΟΣΕ για παράβαση του νόμου 330/76 για τις απεργίες. <box>1383 403 1582 477</box>
subhead: Ευχαριστήρια <box>38 147 122 161</box>
divider <box>1383 975 1582 976</box>
taxi-phone: 696-400 <box>350 1553 390 1565</box>
brief-item <box>1383 1076 1582 1164</box>
paragraph: Την προσφιλή μας σύζυγο, μητέρα και αδελφή, ΘΕΟΔΩΡΑ ΘΕΟΔΩΡΟΠΟΥΛΟΥ, αποχαιρετήσαμε. Η κηδεία θα γίνει σήμερα 3 μ.μ. από το ιερό ναό Αγίου Γεωργίου. Οι τεθλιμμένοι: Ο σύζυγος, τα τέκνα, τα εγγόνια, οι αδελφοί και λοιποί συγγενείς. ΗΛΙΑΣ ΤΡΙΑΝΤΑΦΥΛΛΙΔΗΣ, ετών 72. Η κηδεία θα γίνει αύριο 11 π.μ. από τον ιερό ναό Αγίου Αθανασίου. Η σύζυγος, τα τέκνα και λοιποί συγγενείς. <box>205 829 390 989</box>
divider <box>1383 1069 1582 1070</box>
subhead: Δεν γιορτάζει <box>38 89 122 102</box>
article-title: Βοήθεια μαθητών του Β' γυμνασίου <box>617 1567 766 1595</box>
column-social <box>38 55 193 2300</box>
column-divider <box>991 55 992 2310</box>
taxi-station: Φάληρο <box>205 1528 242 1540</box>
brief-kicker: ΑΘΩΘΗΚΑΝ <box>1451 856 1514 867</box>
article-title: Αποκαλυπτήρια προτομής του Ρήγα Φεραίου στο Γηροκομείο <box>810 808 973 850</box>
brief-title: ΑΝΑΒΛΗΘΗΚΕ ΑΠ' ΤΟ ΕΦΕΤΕΙΟ Η ΔΙΚΗ ΥΠΕΥΘΥΝΩΝ ΤΗΣ «ΕΘΥΛ» <box>1383 735 1582 778</box>
subhead: ΤΟ ΑΝΑΚΟΙΝΩΘΕΝ <box>1225 1018 1336 1030</box>
taxi-phone: 513-226 <box>350 1360 390 1372</box>
subhead: Νέοι επιστήμονες <box>38 372 147 386</box>
section-header-radio: ΤΟ ΡΑΔΙΟΦΩΝΟ <box>205 372 390 421</box>
taxi-row <box>205 1277 390 1289</box>
paragraph: ΛΑΡΙΣΑ, 14.— Οργανα του τμήματος δίωξης ναρκωτικών εντόπισαν στις αποσκευές στρατιώτη ποσότητα χασίς. Ο στρατιώτης συνελήφθη και οδηγήθηκε στον εισαγγελέα. <box>1005 594 1136 693</box>
funeral-name: ΣΤΕΦΑΝΟΣ ΤΖΑΚΙΡΗΝ <box>424 788 565 802</box>
brief-text: ΚΑΒΑΛΑ, 14.— Στην οδό Βενιζέλου της Καβάλας, ΙΧ επιβατηγό αυτοκίνητο χτύπησε 8χρονο μαθητή που διέσχιζε το δρόμο. Το παιδί μεταφέρθηκε στο νοσοκομείο. <box>1383 250 1582 312</box>
